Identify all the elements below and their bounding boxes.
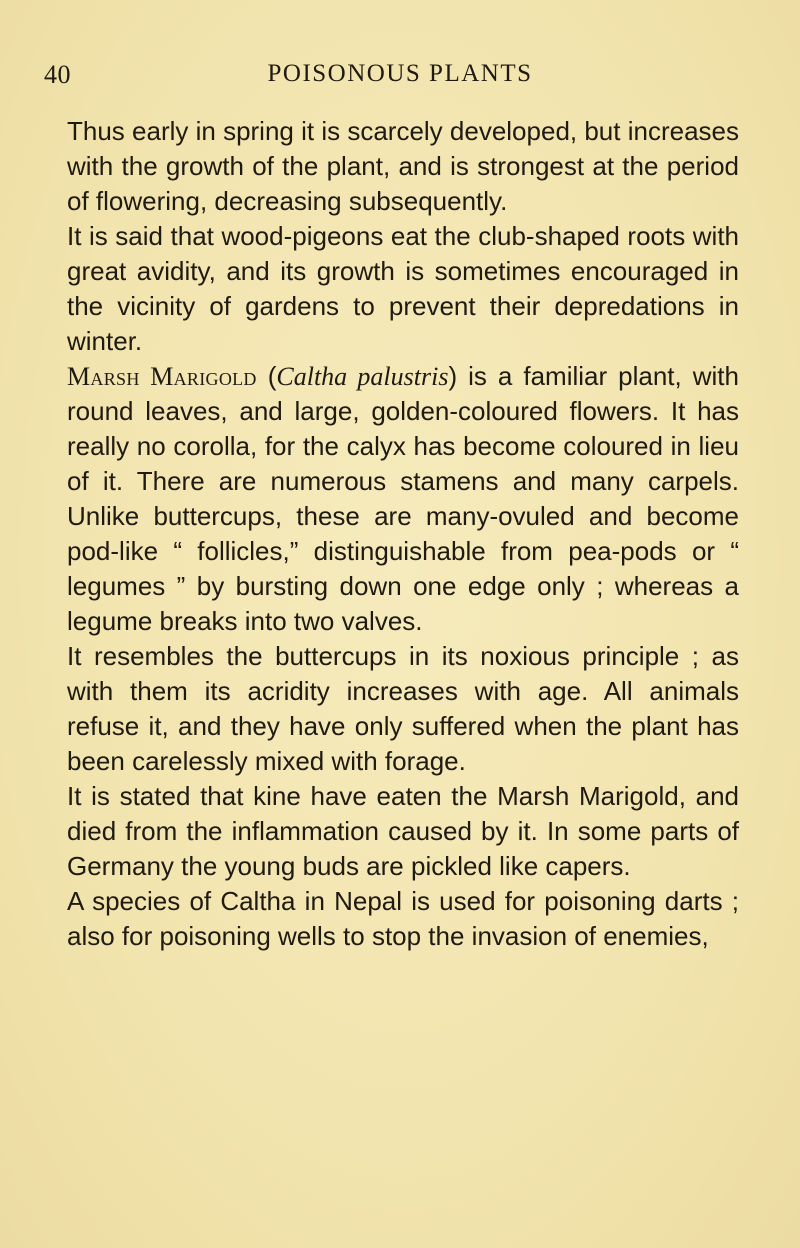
paragraph-6: A species of Caltha in Nepal is used for poisoning darts ; also for poisoning wells to stop the invasion of enemies, [67,886,739,951]
latin-name: Caltha palustris [276,362,449,391]
paragraph-5: It is stated that kine have eaten the Marsh Marigold, and died from the inflammation caused by it. In some parts of Germany the young buds are pickled like capers. [67,781,739,881]
running-head: POISONOUS PLANTS [267,60,533,87]
close-paren: ) [448,361,458,391]
body-text [67,114,739,954]
paragraph-3-text: is a familiar plant, with round leaves, and large, golden-coloured flowers. It has really no corolla, for the calyx has become coloured in lieu of it. There are numerous stamens and many carpels. Unlike buttercups, these are many-ovuled and become pod-like “ follicles,” distinguishable from pea-pods or “ legumes ” by bursting down one edge only ; whereas a legume breaks into two valves. [67,361,739,636]
plant-name: Marsh Marigold [67,362,257,391]
paragraph-4: It resembles the buttercups in its noxious principle ; as with them its acridity increases with age. All animals refuse it, and they have only suffered when the plant has been carelessly mixed with forage. [67,641,739,776]
page-header [0,60,800,96]
paragraph-3 [67,359,739,639]
paragraph-2: It is said that wood-pigeons eat the club-shaped roots with great avidity, and its growth is sometimes encouraged in the vicinity of gardens to prevent their depredations in winter. [67,221,739,356]
paragraph-1: Thus early in spring it is scarcely developed, but increases with the growth of the plant, and is strongest at the period of flowering, decreasing subsequently. [67,116,739,216]
open-paren: ( [256,361,277,391]
page-number: 40 [44,60,71,89]
